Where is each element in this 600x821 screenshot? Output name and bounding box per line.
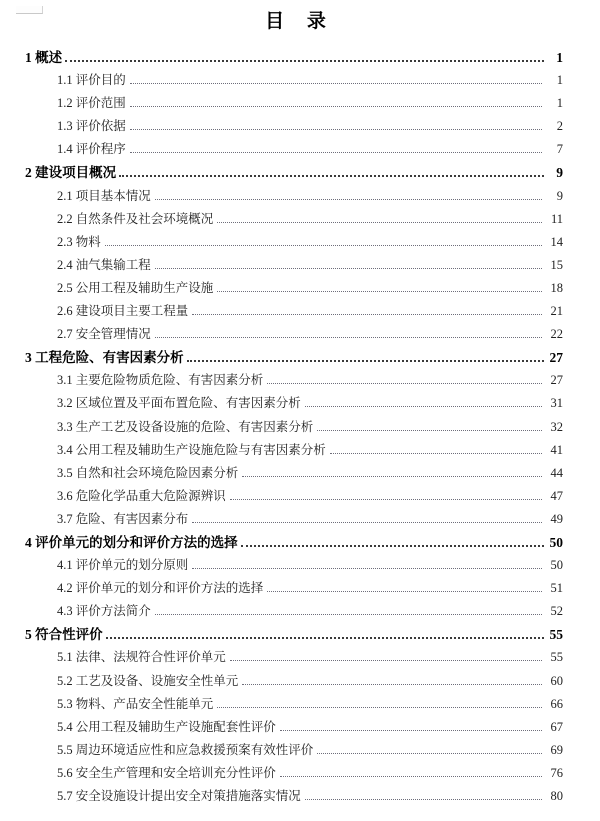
toc-entry-page: 32	[550, 419, 563, 434]
toc-entry-page: 67	[550, 719, 563, 734]
toc-entry-label: 5.2 工艺及设备、设施安全性单元	[57, 673, 239, 688]
toc-entry-page: 55	[549, 627, 563, 643]
toc-sub-entry[interactable]	[25, 646, 563, 669]
toc-sub-entry[interactable]	[25, 277, 563, 300]
toc-entry-page: 76	[550, 765, 563, 780]
toc-sub-entry[interactable]	[25, 69, 563, 92]
toc-sub-entry[interactable]	[25, 716, 563, 739]
toc-entry-label: 3.3 生产工艺及设备设施的危险、有害因素分析	[57, 419, 314, 434]
toc-entry-label: 3.4 公用工程及辅助生产设施危险与有害因素分析	[57, 442, 326, 457]
toc-entry-page: 21	[550, 304, 563, 319]
toc-sub-entry[interactable]	[25, 670, 563, 693]
dotted-leader	[65, 60, 544, 62]
toc-entry-page: 14	[550, 234, 563, 249]
toc-entry-page: 69	[550, 742, 563, 757]
toc-entry-page: 11	[550, 211, 563, 226]
dotted-leader	[241, 545, 544, 547]
dotted-leader	[155, 337, 542, 338]
toc-entry-label: 2.2 自然条件及社会环境概况	[57, 211, 214, 226]
toc-chapter-entry[interactable]	[25, 161, 563, 184]
toc-entry-label: 5.4 公用工程及辅助生产设施配套性评价	[57, 719, 276, 734]
dotted-leader	[130, 129, 542, 130]
toc-entry-page: 27	[550, 373, 563, 388]
toc-entry-label: 3.5 自然和社会环境危险因素分析	[57, 465, 239, 480]
dotted-leader	[230, 660, 542, 661]
toc-entry-label: 2.4 油气集输工程	[57, 257, 151, 272]
toc-entry-label: 3.7 危险、有害因素分布	[57, 511, 189, 526]
toc-sub-entry[interactable]	[25, 439, 563, 462]
toc-entry-page: 27	[549, 350, 563, 366]
toc-chapter-entry[interactable]	[25, 623, 563, 646]
toc-sub-entry[interactable]	[25, 739, 563, 762]
toc-entry-label: 1.4 评价程序	[57, 142, 126, 157]
toc-entry-page: 51	[550, 581, 563, 596]
dotted-leader	[267, 591, 542, 592]
dotted-leader	[242, 476, 542, 477]
toc-chapter-entry[interactable]	[25, 531, 563, 554]
toc-entry-label: 4 评价单元的划分和评价方法的选择	[25, 534, 238, 550]
toc-entry-page: 18	[550, 280, 563, 295]
toc-entry-label: 5.3 物料、产品安全性能单元	[57, 696, 214, 711]
toc-sub-entry[interactable]	[25, 785, 563, 808]
toc-entry-label: 1.3 评价依据	[57, 119, 126, 134]
toc-entry-page: 66	[550, 696, 563, 711]
toc-sub-entry[interactable]	[25, 693, 563, 716]
toc-entry-label: 1.2 评价范围	[57, 96, 126, 111]
dotted-leader	[305, 799, 542, 800]
dotted-leader	[192, 522, 542, 523]
toc-sub-entry[interactable]	[25, 115, 563, 138]
dotted-leader	[106, 637, 544, 639]
dotted-leader	[119, 175, 544, 177]
toc-entry-label: 1 概述	[25, 50, 63, 65]
toc-entry-page: 1	[556, 50, 563, 65]
toc-entry-page: 9	[556, 165, 563, 181]
toc-entry-page: 1	[556, 73, 563, 88]
toc-entry-label: 3.6 危险化学品重大危险源辨识	[57, 488, 226, 503]
toc-entry-label: 3.1 主要危险物质危险、有害因素分析	[57, 373, 264, 388]
toc-entry-page: 7	[556, 142, 563, 157]
toc-entry-label: 3 工程危险、有害因素分析	[25, 350, 184, 366]
toc-sub-entry[interactable]	[25, 485, 563, 508]
toc-entry-page: 60	[550, 673, 563, 688]
toc-entry-label: 4.1 评价单元的划分原则	[57, 558, 189, 573]
toc-sub-entry[interactable]	[25, 554, 563, 577]
toc-sub-entry[interactable]	[25, 762, 563, 785]
toc-sub-entry[interactable]	[25, 416, 563, 439]
toc-sub-entry[interactable]	[25, 208, 563, 231]
dotted-leader	[242, 684, 542, 685]
toc-entry-page: 15	[550, 257, 563, 272]
toc-sub-entry[interactable]	[25, 508, 563, 531]
dotted-leader	[330, 453, 542, 454]
toc-entry-label: 4.3 评价方法简介	[57, 604, 151, 619]
dotted-leader	[305, 406, 542, 407]
toc-sub-entry[interactable]	[25, 577, 563, 600]
dotted-leader	[217, 707, 542, 708]
toc-sub-entry[interactable]	[25, 323, 563, 346]
page-boundary-artifact	[16, 6, 43, 14]
toc-entry-label: 3.2 区域位置及平面布置危险、有害因素分析	[57, 396, 301, 411]
toc-entry-label: 5.5 周边环境适应性和应急救援预案有效性评价	[57, 742, 314, 757]
dotted-leader	[317, 753, 542, 754]
dotted-leader	[280, 776, 542, 777]
page-title: 目 录	[265, 11, 335, 32]
toc-sub-entry[interactable]	[25, 92, 563, 115]
toc-entry-page: 9	[556, 188, 563, 203]
toc-entry-page: 44	[550, 465, 563, 480]
toc-entry-page: 2	[556, 119, 563, 134]
toc-sub-entry[interactable]	[25, 369, 563, 392]
toc-entry-label: 2.7 安全管理情况	[57, 327, 151, 342]
dotted-leader	[267, 383, 542, 384]
toc-sub-entry[interactable]	[25, 185, 563, 208]
dotted-leader	[230, 499, 542, 500]
toc-entry-page: 47	[550, 488, 563, 503]
toc-entry-page: 52	[550, 604, 563, 619]
dotted-leader	[155, 199, 542, 200]
dotted-leader	[217, 291, 542, 292]
toc-list	[25, 46, 563, 808]
toc-sub-entry[interactable]	[25, 254, 563, 277]
dotted-leader	[192, 568, 542, 569]
toc-entry-page: 22	[550, 327, 563, 342]
toc-entry-label: 5.1 法律、法规符合性评价单元	[57, 650, 226, 665]
toc-entry-page: 80	[550, 789, 563, 803]
dotted-leader	[217, 222, 542, 223]
dotted-leader	[192, 314, 542, 315]
toc-entry-label: 2.6 建设项目主要工程量	[57, 304, 189, 319]
toc-entry-label: 1.1 评价目的	[57, 73, 126, 88]
toc-entry-label: 2.1 项目基本情况	[57, 188, 151, 203]
toc-chapter-entry[interactable]	[25, 346, 563, 369]
toc-sub-entry[interactable]	[25, 300, 563, 323]
toc-entry-page: 50	[549, 534, 563, 550]
dotted-leader	[317, 430, 542, 431]
toc-sub-entry[interactable]	[25, 138, 563, 161]
dotted-leader	[130, 106, 542, 107]
toc-entry-page: 1	[556, 96, 563, 111]
dotted-leader	[130, 83, 542, 84]
toc-entry-label: 2 建设项目概况	[25, 165, 117, 181]
toc-sub-entry[interactable]	[25, 462, 563, 485]
toc-entry-label: 5.7 安全设施设计提出安全对策措施落实情况	[57, 789, 301, 803]
toc-entry-page: 41	[550, 442, 563, 457]
dotted-leader	[105, 245, 542, 246]
toc-entry-label: 5 符合性评价	[25, 627, 103, 643]
dotted-leader	[280, 730, 542, 731]
toc-sub-entry[interactable]	[25, 392, 563, 415]
toc-entry-page: 49	[550, 511, 563, 526]
toc-sub-entry[interactable]	[25, 600, 563, 623]
document-page	[0, 6, 600, 821]
toc-entry-label: 2.3 物料	[57, 234, 101, 249]
toc-entry-page: 50	[550, 558, 563, 573]
dotted-leader	[155, 614, 542, 615]
dotted-leader	[187, 360, 544, 362]
toc-sub-entry[interactable]	[25, 231, 563, 254]
toc-entry-page: 31	[550, 396, 563, 411]
toc-chapter-entry[interactable]	[25, 46, 563, 69]
toc-entry-page: 55	[550, 650, 563, 665]
dotted-leader	[130, 152, 542, 153]
toc-entry-label: 4.2 评价单元的划分和评价方法的选择	[57, 581, 264, 596]
toc-entry-label: 2.5 公用工程及辅助生产设施	[57, 280, 214, 295]
dotted-leader	[155, 268, 542, 269]
toc-entry-label: 5.6 安全生产管理和安全培训充分性评价	[57, 765, 276, 780]
